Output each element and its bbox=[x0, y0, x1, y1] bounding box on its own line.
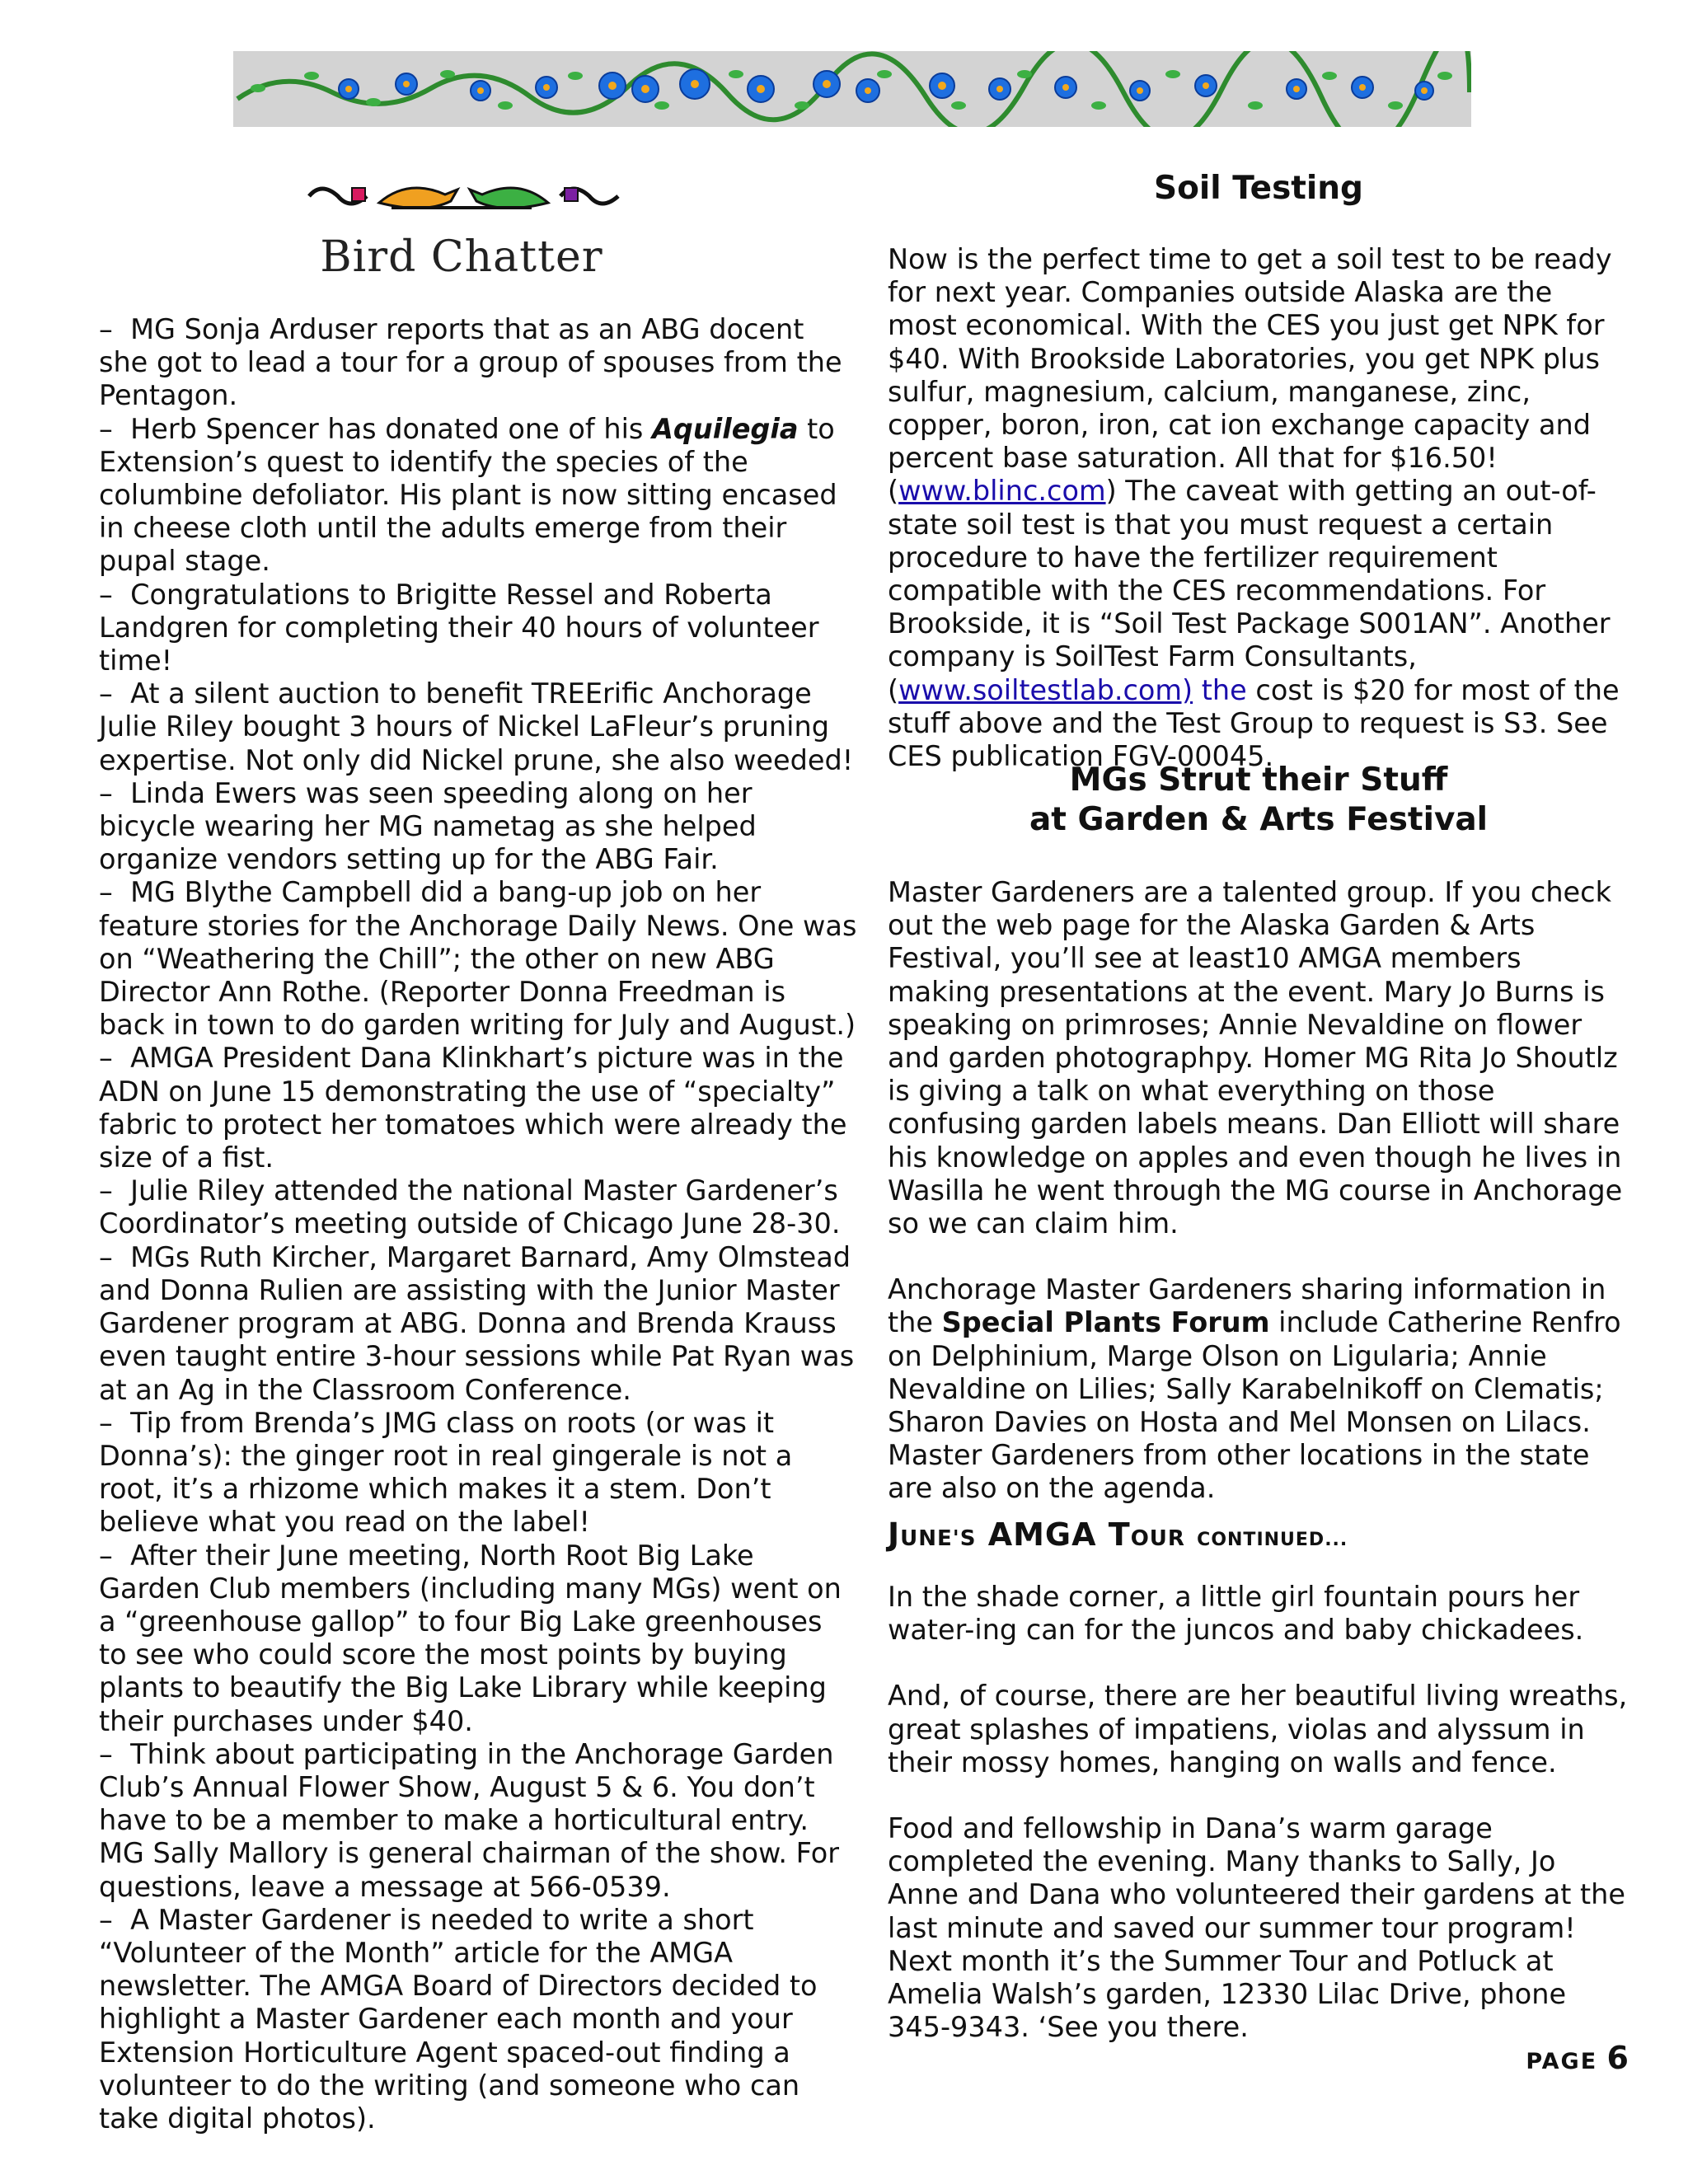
mgs-strut-heading-line1: MGs Strut their Stuff bbox=[1069, 762, 1448, 799]
fountain-paragraph: In the shade corner, a little girl fountain pours her water-ing can for the juncos and baby chickadees. bbox=[888, 1581, 1584, 1647]
mgs-strut-body bbox=[888, 876, 1629, 1506]
wreaths-paragraph: And, of course, there are her beautiful living wreaths, great splashes of impatiens, violas and alyssum in their mossy homes, hanging on walls and fence. bbox=[888, 1680, 1628, 1779]
fellowship-paragraph: Food and fellowship in Dana’s warm garage completed the evening. Many thanks to Sally, Jo Anne and Dana who volunteered their gardens at the last minute and saved our summer tour program! Next month it’s the Summer Tour and Potluck at Amelia Walsh’s garden, 12330 Lilac Drive, phone 345-9343. ‘See you there. bbox=[888, 1812, 1626, 2044]
soil-testing-heading: Soil Testing bbox=[1154, 170, 1363, 207]
flower-vine-banner bbox=[233, 51, 1471, 127]
news-item: – AMGA President Dana Klinkhart’s picture was in the ADN on June 15 demonstrating the use of “specialty” fabric to protect her tomatoes which were already the size of a fist. bbox=[99, 1042, 847, 1174]
soil-testing-body bbox=[888, 243, 1629, 773]
news-item: – A Master Gardener is needed to write a short “Volunteer of the Month” article for the AMGA newsletter. The AMGA Board of Directors decided to highlight a Master Gardener each month and your Extension Horticulture Agent spaced-out finding a volunteer to do the writing (and someone who can take digital photos). bbox=[99, 1903, 818, 2135]
mgs-strut-heading-line2: at Garden & Arts Festival bbox=[1029, 801, 1489, 838]
bird-chatter-column bbox=[99, 313, 857, 2135]
news-item: – After their June meeting, North Root Big Lake Garden Club members (including many MGs) went on a “greenhouse gallop” to four Big Lake greenhouses to see who could score the most points by buying plants to beautify the Big Lake Library while keeping their purchases under $40. bbox=[99, 1539, 842, 1737]
news-item: – MG Sonja Arduser reports that as an ABG docent she got to lead a tour for a group of spouses from the Pentagon. bbox=[99, 313, 842, 412]
news-item: – Herb Spencer has donated one of his Aquilegia to Extension’s quest to identify the species of the columbine defoliator. His plant is now sitting encased in cheese cloth until the adults emerge from their pupal stage. bbox=[99, 412, 837, 578]
news-item: – MGs Ruth Kircher, Margaret Barnard, Amy Olmstead and Donna Rulien are assisting with the Junior Master Gardener program at ABG. Donna and Brenda Krauss even taught entire 3-hour sessions while Pat Ryan was at an Ag in the Classroom Conference. bbox=[99, 1240, 855, 1406]
june-tour-body bbox=[888, 1581, 1629, 2044]
news-item: – Congratulations to Brigitte Ressel and Roberta Landgren for completing their 40 hours of volunteer time! bbox=[99, 578, 819, 677]
news-item: – Think about participating in the Anchorage Garden Club’s Annual Flower Show, August 5 & 6. You don’t have to be a member to make a horticultural entry. MG Sally Mallory is general chairman of the show. For questions, leave a message at 566-0539. bbox=[99, 1737, 839, 1903]
soil-testing-paragraph: Now is the perfect time to get a soil test to be ready for next year. Companies outside Alaska are the most economical. With the CES you just get NPK for $40. With Brookside Laboratories, you get NPK plus sulfur, magnesium, calcium, manganese, zinc, copper, boron, iron, cat ion exchange capacity and percent base saturation. All that for $16.50! (www.blinc.com) The caveat with getting an out-of-state soil test is that you must request a certain procedure to have the fertilizer requirement compatible with the CES recommendations. For Brookside, it is “Soil Test Package S001AN”. Another company is SoilTest Farm Consultants, (www.soiltestlab.com) the cost is $20 for most of the stuff above and the Test Group to request is S3. See CES publication FGV-00045. bbox=[888, 243, 1620, 773]
mgs-strut-heading bbox=[888, 761, 1629, 840]
page-number: PAGE 6 bbox=[1526, 2040, 1630, 2076]
soiltestlab-link[interactable]: www.soiltestlab.com) bbox=[898, 673, 1193, 706]
festival-paragraph: Master Gardeners are a talented group. If you check out the web page for the Alaska Garden & Arts Festival, you’ll see at least10 AMGA members making presentations at the event. Mary Jo Burns is speaking on primroses; Annie Nevaldine on flower and garden photographpy. Homer MG Rita Jo Shoutlz is giving a talk on what everything on those confusing garden labels means. Dan Elliott will share his knowledge on apples and even though he lives in Wasilla he went through the MG course in Anchorage so we can claim him. bbox=[888, 876, 1623, 1240]
news-item: – At a silent auction to benefit TREErific Anchorage Julie Riley bought 3 hours of Nickel LaFleur’s pruning expertise. Not only did Nickel prune, she also weeded! bbox=[99, 677, 854, 776]
bird-chatter-title: Bird Chatter bbox=[320, 232, 603, 282]
news-item: – MG Blythe Campbell did a bang-up job on her feature stories for the Anchorage Daily News. One was on “Weathering the Chill”; the other on new ABG Director Ann Rothe. (Reporter Donna Freedman is back in town to do garden writing for July and August.) bbox=[99, 876, 857, 1042]
birds-ornament-icon bbox=[301, 175, 626, 218]
news-item: – Julie Riley attended the national Master Gardener’s Coordinator’s meeting outside of Chicago June 28-30. bbox=[99, 1174, 841, 1240]
june-tour-heading: JUNE'S AMGA TOUR CONTINUED... bbox=[888, 1516, 1348, 1553]
flower-vine-icon bbox=[233, 51, 1471, 127]
forum-paragraph: Anchorage Master Gardeners sharing information in the Special Plants Forum include Catherine Renfro on Delphinium, Marge Olson on Ligularia; Annie Nevaldine on Lilies; Sally Karabelnikoff on Clematis; Sharon Davies on Hosta and Mel Monsen on Lilacs. Master Gardeners from other locations in the state are also on the agenda. bbox=[888, 1273, 1621, 1505]
news-item: – Tip from Brenda’s JMG class on roots (or was it Donna’s): the ginger root in real gingerale is not a root, it’s a rhizome which makes it a stem. Don’t believe what you read on the label! bbox=[99, 1406, 793, 1539]
blinc-link[interactable]: www.blinc.com bbox=[898, 475, 1106, 508]
news-item: – Linda Ewers was seen speeding along on her bicycle wearing her MG nametag as she helped organize vendors setting up for the ABG Fair. bbox=[99, 776, 757, 876]
